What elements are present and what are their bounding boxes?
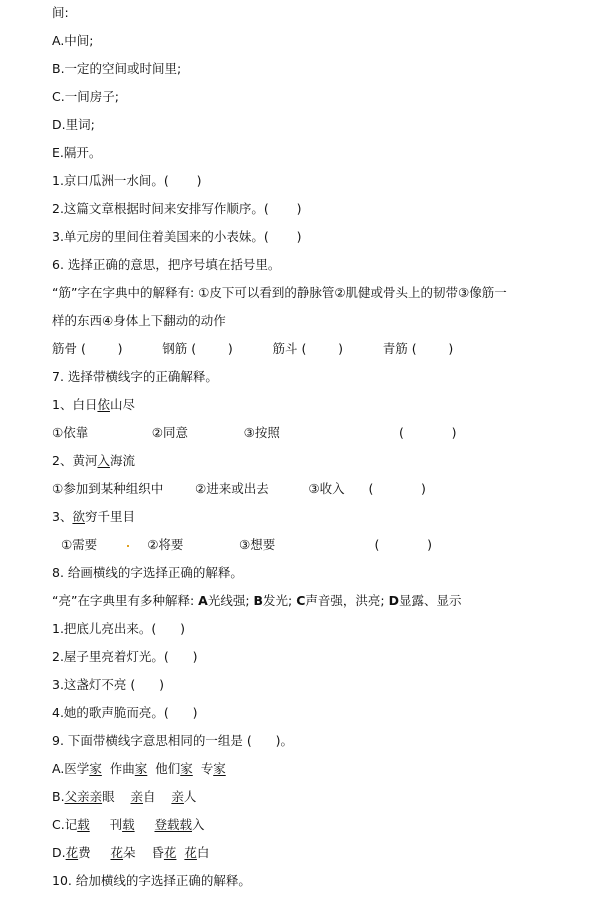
text-segment: 穷千里目 xyxy=(84,509,135,524)
text-segment: 2、黄河 xyxy=(52,453,98,468)
underlined-char: 家 xyxy=(180,761,193,776)
text-segment: 筋骨 ( ) 钢筋 ( ) 筋斗 ( ) 青筋 ( ) xyxy=(52,341,454,356)
text-line xyxy=(52,648,198,666)
text-segment: 朵 昏 xyxy=(123,845,164,860)
text-segment: 9. 下面带横线字意思相同的一组是 ( )。 xyxy=(52,733,293,748)
text-segment: 自 xyxy=(143,789,172,804)
text-line xyxy=(52,704,198,722)
underlined-char: 亲 xyxy=(171,789,184,804)
text-segment: 刊 xyxy=(89,817,123,832)
text-line xyxy=(52,32,94,50)
text-segment: 2.这篇文章根据时间来安排写作顺序。( ) xyxy=(52,201,302,216)
text-segment: B xyxy=(253,593,264,608)
text-segment: 7. 选择带横线字的正确解释。 xyxy=(52,369,218,384)
text-line xyxy=(52,116,95,134)
text-segment: D xyxy=(388,593,399,608)
text-segment: B.一定的空间或时间里; xyxy=(52,61,182,76)
text-segment: 山尽 xyxy=(109,397,135,412)
text-segment: 作曲 xyxy=(101,761,135,776)
text-segment: 费 xyxy=(78,845,111,860)
text-segment: 4.她的歌声脆而亮。( ) xyxy=(52,705,198,720)
text-line xyxy=(52,144,101,162)
text-line xyxy=(52,620,185,638)
text-segment: “筋”字在字典中的解释有: ①皮下可以看到的静脉管②肌健或骨头上的韧带③像筋一 xyxy=(52,285,507,300)
text-segment: 专 xyxy=(192,761,214,776)
text-segment: C.一间房子; xyxy=(52,89,119,104)
underlined-char: 家 xyxy=(213,761,226,776)
text-line xyxy=(52,872,251,890)
text-segment: 人 xyxy=(183,789,197,804)
underlined-char: 欲 xyxy=(72,509,85,524)
text-line xyxy=(57,536,432,554)
text-segment: 8. 给画横线的字选择正确的解释。 xyxy=(52,565,243,580)
text-line xyxy=(52,732,293,750)
text-line xyxy=(52,284,507,302)
text-line xyxy=(52,396,135,414)
text-segment: C.记 xyxy=(52,817,78,832)
underlined-char: 家 xyxy=(89,761,102,776)
underlined-char: 入 xyxy=(97,453,110,468)
text-segment: C xyxy=(296,593,306,608)
text-line xyxy=(52,60,181,78)
text-line xyxy=(52,200,302,218)
text-line xyxy=(52,312,226,330)
text-line xyxy=(52,788,196,806)
text-segment: 1.把底儿亮出来。( ) xyxy=(52,621,186,636)
text-line xyxy=(52,424,456,442)
text-segment: 3.这盏灯不亮 ( ) xyxy=(52,677,164,692)
text-line xyxy=(52,228,302,246)
text-segment: 光线强; xyxy=(207,593,254,608)
text-segment: 1.京口瓜洲一水间。( ) xyxy=(52,173,202,188)
underlined-char: 家 xyxy=(134,761,148,776)
underlined-char: 花 xyxy=(65,845,79,860)
text-segment: 声音强，洪亮; xyxy=(305,593,389,608)
text-segment: A.中间; xyxy=(52,33,94,48)
text-segment: 他们 xyxy=(147,761,181,776)
text-segment: ①参加到某种组织中 ②进来或出去 ③收入 ( ) xyxy=(52,481,426,496)
text-segment: D.里词; xyxy=(52,117,95,132)
text-segment: D. xyxy=(52,845,66,860)
text-segment: “亮”在字典里有多种解释: xyxy=(52,593,199,608)
underlined-char: 父亲亲 xyxy=(64,789,103,804)
text-segment: 显露、显示 xyxy=(399,593,462,608)
text-line xyxy=(52,676,164,694)
text-line xyxy=(52,592,462,610)
underlined-char: 载 xyxy=(122,817,135,832)
underlined-char: 亲 xyxy=(130,789,143,804)
text-line xyxy=(52,508,135,526)
orange-dot-mark xyxy=(127,545,129,547)
text-segment: 样的东西④身体上下翻动的动作 xyxy=(52,313,226,328)
text-segment: E.隔开。 xyxy=(52,145,102,160)
text-segment: B. xyxy=(52,789,65,804)
text-line xyxy=(52,760,226,778)
text-line xyxy=(52,816,205,834)
text-segment: 10. 给加横线的字选择正确的解释。 xyxy=(52,873,251,888)
text-line xyxy=(52,844,209,862)
text-line xyxy=(52,452,135,470)
text-segment: ①依靠 ②同意 ③按照 ( ) xyxy=(52,425,457,440)
text-line xyxy=(52,4,69,22)
text-segment: ②将要 ③想要 ( ) xyxy=(147,537,432,552)
underlined-char: 载 xyxy=(77,817,90,832)
underlined-char: 花 xyxy=(163,845,177,860)
text-line xyxy=(52,256,280,274)
text-segment: 2.屋子里亮着灯光。( ) xyxy=(52,649,198,664)
text-segment: 3、 xyxy=(52,509,73,524)
text-segment: ①需要 xyxy=(57,537,98,552)
text-segment: 白 xyxy=(196,845,210,860)
underlined-char: 花 xyxy=(184,845,197,860)
text-segment: A.医学 xyxy=(52,761,90,776)
text-line xyxy=(52,340,453,358)
text-line xyxy=(52,368,218,386)
text-segment: 入 xyxy=(192,817,205,832)
underlined-char: 花 xyxy=(110,845,124,860)
text-segment: 海流 xyxy=(109,453,135,468)
text-line xyxy=(52,88,119,106)
text-line xyxy=(52,480,426,498)
text-segment: 眼 xyxy=(102,789,131,804)
text-line xyxy=(52,172,202,190)
text-segment: 1、白日 xyxy=(52,397,98,412)
text-segment: 6. 选择正确的意思，把序号填在括号里。 xyxy=(52,257,281,272)
text-line xyxy=(52,564,243,582)
underlined-char: 依 xyxy=(97,397,110,412)
text-segment xyxy=(135,817,155,832)
text-segment: A xyxy=(198,593,208,608)
text-segment: 发光; xyxy=(263,593,297,608)
text-segment: 3.单元房的里间住着美国来的小表妹。( ) xyxy=(52,229,302,244)
underlined-char: 登载载 xyxy=(154,817,192,832)
text-segment: 间: xyxy=(52,5,69,20)
